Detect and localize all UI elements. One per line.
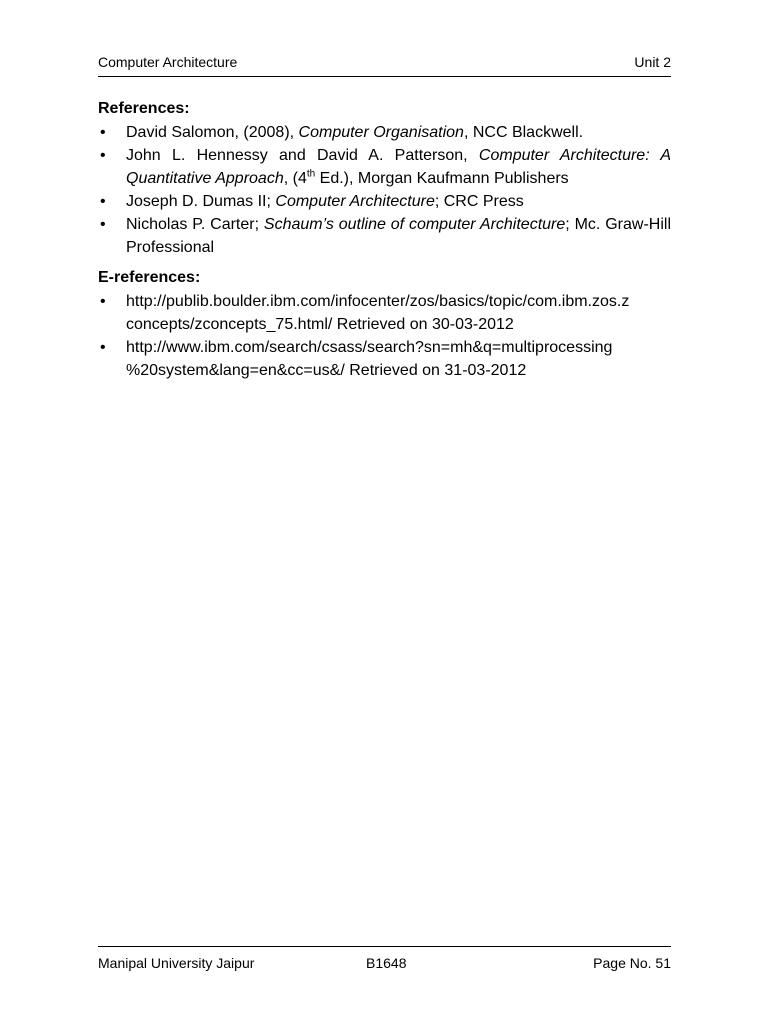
reference-title: Computer Architecture bbox=[275, 193, 435, 210]
reference-title: Schaum’s outline of computer Architecture bbox=[263, 216, 566, 233]
references-list bbox=[98, 121, 671, 259]
footer-course-code: B1648 bbox=[366, 955, 407, 971]
ereference-item[interactable] bbox=[98, 290, 671, 336]
bullet: • bbox=[100, 216, 106, 233]
ereferences-heading: E-references: bbox=[98, 269, 201, 286]
reference-item: • Nicholas P. Carter; Schaum’s outline of computer Architecture; Mc. Graw-Hill Professional bbox=[98, 213, 671, 259]
bullet: • bbox=[100, 124, 106, 141]
reference-item: • David Salomon, (2008), Computer Organisation, NCC Blackwell. bbox=[98, 121, 671, 144]
references-heading: References: bbox=[98, 100, 190, 117]
bullet: • bbox=[100, 339, 106, 356]
page-content bbox=[98, 98, 671, 382]
ereference-url[interactable]: http://publib.boulder.ibm.com/infocenter/zos/basics/topic/com.ibm.zos.z bbox=[126, 293, 630, 310]
ereference-url-cont[interactable]: %20system&lang=en&cc=us&/ Retrieved on 31-03-2012 bbox=[126, 362, 527, 379]
reference-title: Computer Architecture: A Quantitative Approach bbox=[126, 147, 672, 187]
footer-university: Manipal University Jaipur bbox=[98, 955, 255, 971]
page-header bbox=[98, 54, 671, 77]
ereference-url[interactable]: http://www.ibm.com/search/csass/search?sn=mh&q=multiprocessing bbox=[126, 339, 613, 356]
reference-item: • John L. Hennessy and David A. Patterson, Computer Architecture: A Quantitative Approach, (4th Ed.), Morgan Kaufmann Publishers bbox=[98, 144, 671, 190]
header-course-title: Computer Architecture bbox=[98, 54, 238, 70]
ereference-item[interactable] bbox=[98, 336, 671, 382]
bullet: • bbox=[100, 293, 106, 310]
bullet: • bbox=[100, 147, 106, 164]
header-unit: Unit 2 bbox=[634, 54, 671, 70]
reference-item: • Joseph D. Dumas II; Computer Architecture; CRC Press bbox=[98, 190, 671, 213]
reference-title: Computer Organisation bbox=[298, 124, 464, 141]
ereference-url-cont[interactable]: concepts/zconcepts_75.html/ Retrieved on 30-03-2012 bbox=[126, 316, 514, 333]
footer-page-number: Page No. 51 bbox=[593, 955, 671, 971]
ordinal-suffix: th bbox=[306, 168, 316, 180]
bullet: • bbox=[100, 193, 106, 210]
ereferences-list bbox=[98, 290, 671, 382]
page-footer bbox=[98, 946, 671, 975]
